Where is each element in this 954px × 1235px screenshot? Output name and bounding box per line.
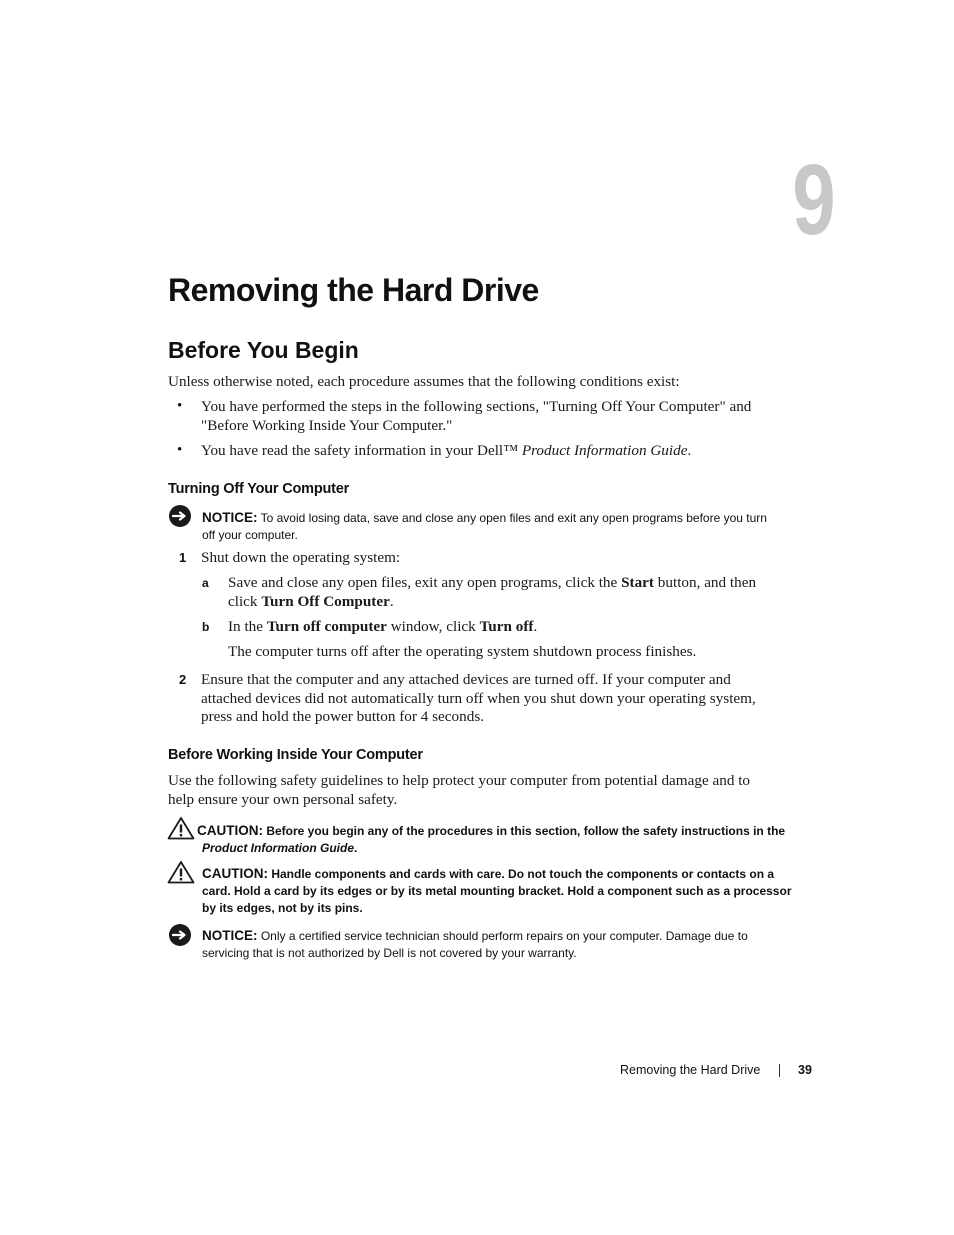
caution-text: Before you begin any of the procedures in this section, follow the safety instructions in the — [263, 824, 786, 838]
section-intro: Unless otherwise noted, each procedure assumes that the following conditions exist: — [168, 373, 680, 390]
bullet-text: You have read the safety information in your Dell™ — [201, 442, 522, 459]
intro-line: Use the following safety guidelines to help protect your computer from potential damage and to — [168, 772, 751, 789]
step-text — [201, 671, 801, 727]
substep-text: click — [228, 592, 262, 610]
before-working-intro — [168, 772, 798, 809]
step-result: The computer turns off after the operating system shutdown process finishes. — [228, 643, 697, 660]
notice-label: NOTICE: — [202, 510, 258, 525]
footer-separator — [779, 1064, 780, 1077]
turn-off-window-ref: Turn off computer — [266, 618, 387, 635]
caution-handle-components — [202, 865, 802, 917]
substep-letter: b — [202, 620, 210, 634]
section-title: Before You Begin — [168, 337, 359, 363]
step-number: 2 — [179, 672, 187, 687]
substep-text: . — [389, 592, 394, 610]
product-information-guide-ref: Product Information Guide — [202, 841, 354, 855]
bullet-marker: • — [177, 442, 183, 458]
step-line: attached devices did not automatically turn off when you shut down your operating system, — [201, 689, 756, 707]
substep-b — [228, 618, 537, 637]
step-text: Shut down the operating system: — [201, 549, 401, 566]
caution-safety-instructions — [197, 822, 797, 857]
footer-running-title: Removing the Hard Drive — [620, 1063, 761, 1077]
notice-label: NOTICE: — [202, 928, 258, 943]
substep-a — [228, 574, 788, 611]
notice-data-loss — [202, 509, 792, 544]
notice-icon — [169, 505, 191, 527]
turn-off-button-ref: Turn off — [479, 618, 534, 635]
substep-text: window, click — [386, 618, 480, 635]
chapter-title: Removing the Hard Drive — [168, 272, 539, 308]
caution-label: CAUTION: — [202, 866, 268, 881]
step-number: 1 — [179, 550, 187, 565]
notice-text: To avoid losing data, save and close any open files and exit any open programs before you turn — [257, 511, 767, 525]
bullet-line: "Before Working Inside Your Computer." — [201, 416, 453, 434]
caution-text: . — [354, 841, 358, 855]
bullet-marker: • — [177, 398, 183, 414]
caution-icon — [167, 816, 195, 845]
caution-label: CAUTION: — [197, 823, 263, 838]
substep-text: In the — [228, 618, 267, 635]
notice-text: Only a certified service technician should perform repairs on your computer. Damage due to — [257, 929, 748, 943]
turn-off-computer-ref: Turn Off Computer — [261, 592, 390, 610]
substep-letter: a — [202, 576, 209, 590]
bullet-end: . — [687, 442, 692, 459]
substep-text: button, and then — [653, 574, 757, 591]
bullet-item-safety-info — [201, 442, 691, 461]
bullet-item-sections — [201, 398, 801, 435]
chapter-number: 9 — [792, 144, 836, 256]
step-line: press and hold the power button for 4 seconds. — [201, 708, 485, 726]
bullet-line: You have performed the steps in the following sections, "Turning Off Your Computer" and — [201, 398, 752, 415]
subheading-turning-off: Turning Off Your Computer — [168, 481, 350, 497]
caution-text: card. Hold a card by its edges or by its metal mounting bracket. Hold a component such as a processor — [202, 884, 792, 898]
substep-text: Save and close any open files, exit any open programs, click the — [228, 574, 622, 591]
caution-text: by its edges, not by its pins. — [202, 901, 363, 915]
subheading-before-working: Before Working Inside Your Computer — [168, 747, 423, 763]
notice-text: servicing that is not authorized by Dell is not covered by your warranty. — [202, 946, 577, 960]
intro-line: help ensure your own personal safety. — [168, 790, 398, 808]
start-button-ref: Start — [621, 574, 654, 591]
notice-service-technician — [202, 927, 792, 962]
substep-text: . — [533, 618, 538, 635]
page-number: 39 — [798, 1063, 812, 1077]
caution-icon — [167, 860, 195, 889]
notice-text: off your computer. — [202, 528, 298, 542]
caution-text: Handle components and cards with care. Do not touch the components or contacts on a — [268, 867, 775, 881]
step-line: Ensure that the computer and any attached devices are turned off. If your computer and — [201, 671, 731, 688]
notice-icon — [169, 924, 191, 946]
product-information-guide-ref: Product Information Guide — [521, 442, 688, 459]
